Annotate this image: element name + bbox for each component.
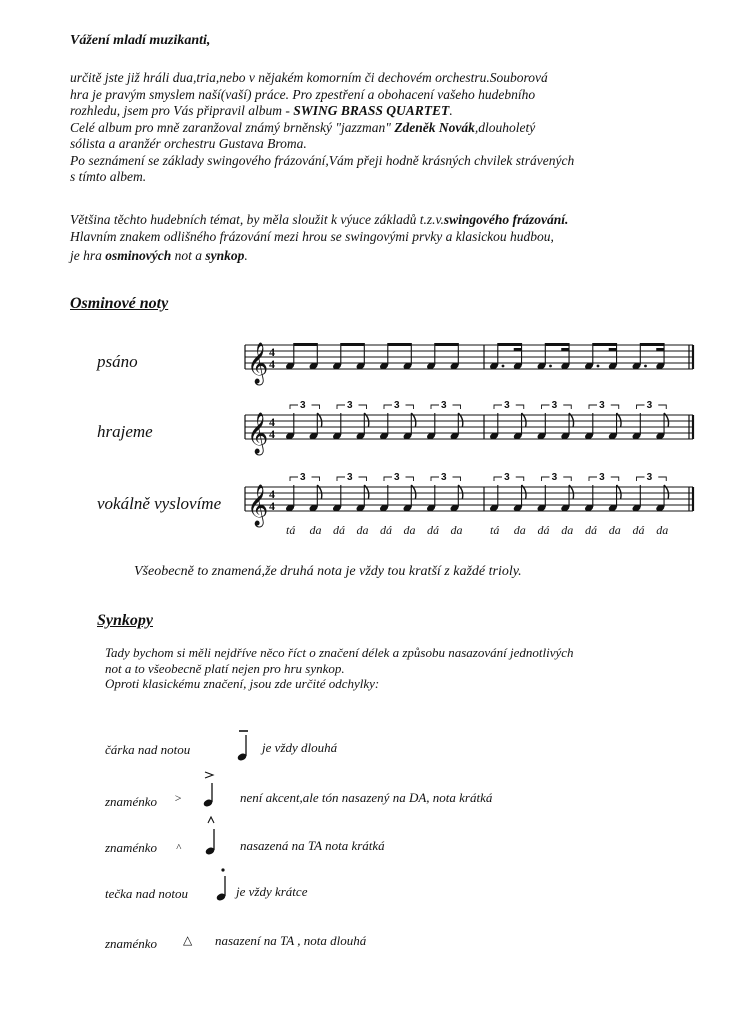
triplet-number: 3 — [599, 472, 605, 483]
time-signature-top: 4 — [269, 345, 275, 359]
row-label-spoken: vokálně vyslovíme — [97, 494, 222, 513]
triplet-number: 3 — [646, 400, 653, 411]
arranger-name: Zdeněk Novák — [394, 119, 475, 135]
time-signature-bottom: 4 — [269, 499, 275, 513]
syllable: da — [656, 523, 669, 537]
syllable: dá — [632, 523, 645, 537]
syllable: tá — [490, 523, 500, 537]
triplet-number: 3 — [440, 400, 447, 411]
item-label: čárka nad notou — [105, 742, 191, 757]
item-label: tečka nad notou — [105, 886, 189, 901]
item-description: nasazení na TA , nota dlouhá — [215, 933, 367, 948]
tenuto-accent-symbol: △ — [183, 933, 193, 947]
triplet-note: Všeobecně to znamená,že druhá nota je vždy tou kratší z každé trioly. — [134, 564, 522, 579]
intro-line: s tímto albem. — [70, 169, 147, 184]
item-label: znaménko — [105, 794, 157, 809]
syllable: da — [608, 523, 621, 537]
triplet-number: 3 — [551, 472, 558, 483]
section-heading-osminove: Osminové noty — [70, 295, 169, 312]
syllable: dá — [427, 523, 439, 537]
syllable: da — [356, 523, 369, 537]
quarter-note-accent-icon — [203, 772, 214, 808]
time-signature-bottom: 4 — [269, 427, 275, 441]
syllable: dá — [380, 523, 392, 537]
intro-line: určitě jste již hráli dua,tria,nebo v nějakém komorním či dechovém orchestru.Souborová — [70, 70, 548, 85]
triplet-number: 3 — [299, 400, 306, 411]
time-signature-top: 4 — [269, 415, 275, 429]
syllable: dá — [585, 523, 597, 537]
triplet-number: 3 — [346, 400, 353, 411]
intro-line: rozhledu, jsem pro Vás připravil album - SWING BRASS QUARTET. — [70, 103, 453, 118]
triplet-number: 3 — [504, 400, 510, 411]
triplet-number: 3 — [504, 472, 510, 483]
syllable: da — [309, 523, 322, 537]
second-paragraph: Většina těchto hudebních témat, by měla sloužit k výuce základů t.z.v.swingového frázování. Hlavním znakem odlišného frázování mezi hrou se swingovými prvky a klasickou hudbou, je hra osminových not a synkop. — [70, 212, 569, 263]
intro-line: Po seznámení se základy swingového frázování,Vám přeji hodně krásných chvilek strávených — [70, 152, 575, 168]
row-label-written: psáno — [97, 352, 138, 371]
item-label: znaménko — [105, 840, 157, 855]
quarter-note-tenuto-icon — [237, 731, 248, 762]
syllable: tá — [286, 523, 296, 537]
syllable: da — [450, 523, 463, 537]
item-description: není akcent,ale tón nasazený na DA, nota krátká — [240, 790, 493, 805]
syllable: da — [403, 523, 416, 537]
row-label-played: hrajeme — [97, 422, 153, 441]
triplet-number: 3 — [646, 472, 653, 483]
accent-symbol: > — [174, 791, 183, 805]
treble-clef-icon: 𝄞 — [247, 485, 269, 526]
intro-line: Celé album pro mně zaranžoval známý brněnský "jazzman" Zdeněk Novák,dlouholetý — [70, 119, 536, 135]
section-heading-synkopy: Synkopy — [97, 612, 153, 629]
treble-clef-icon: 𝄞 — [247, 413, 269, 454]
quarter-note-staccato-icon — [216, 868, 227, 901]
treble-clef-icon: 𝄞 — [247, 343, 269, 384]
synkopy-intro: Tady bychom si měli nejdříve něco říct o značení délek a způsobu nasazování jednotlivých not a to všeobecně platí nejen pro hru synkop. Oproti klasickému značení, jsou zde určité odchylky: — [105, 645, 574, 691]
item-description: je vždy krátce — [236, 884, 308, 899]
triplet-number: 3 — [393, 400, 400, 411]
triplet-number: 3 — [440, 472, 447, 483]
syllable: da — [561, 523, 574, 537]
time-signature-bottom: 4 — [269, 357, 275, 371]
item-description: je vždy dlouhá — [262, 740, 338, 755]
syllable: dá — [537, 523, 550, 537]
album-name: SWING BRASS QUARTET — [293, 103, 450, 118]
triplet-number: 3 — [299, 472, 306, 483]
triplet-number: 3 — [393, 472, 400, 483]
triplet-number: 3 — [599, 400, 605, 411]
time-signature-top: 4 — [269, 487, 275, 501]
item-description: nasazená na TA nota krátká — [240, 838, 385, 853]
marcato-symbol: ^ — [176, 842, 181, 854]
syllable: dá — [333, 523, 345, 537]
triplet-number: 3 — [346, 472, 353, 483]
swing-phrasing: swingového frázování. — [443, 212, 569, 227]
item-label: znaménko — [105, 936, 157, 951]
triplet-number: 3 — [551, 400, 558, 411]
intro-line: hra je pravým smyslem naší(vaší) práce. Pro zpestření a obohacení vašeho hudebního — [70, 86, 536, 102]
syllable: da — [513, 523, 526, 537]
quarter-note-marcato-icon — [205, 817, 216, 856]
greeting: Vážení mladí muzikanti, — [70, 33, 211, 48]
intro-line: sólista a aranžér orchestru Gustava Broma. — [70, 136, 307, 151]
